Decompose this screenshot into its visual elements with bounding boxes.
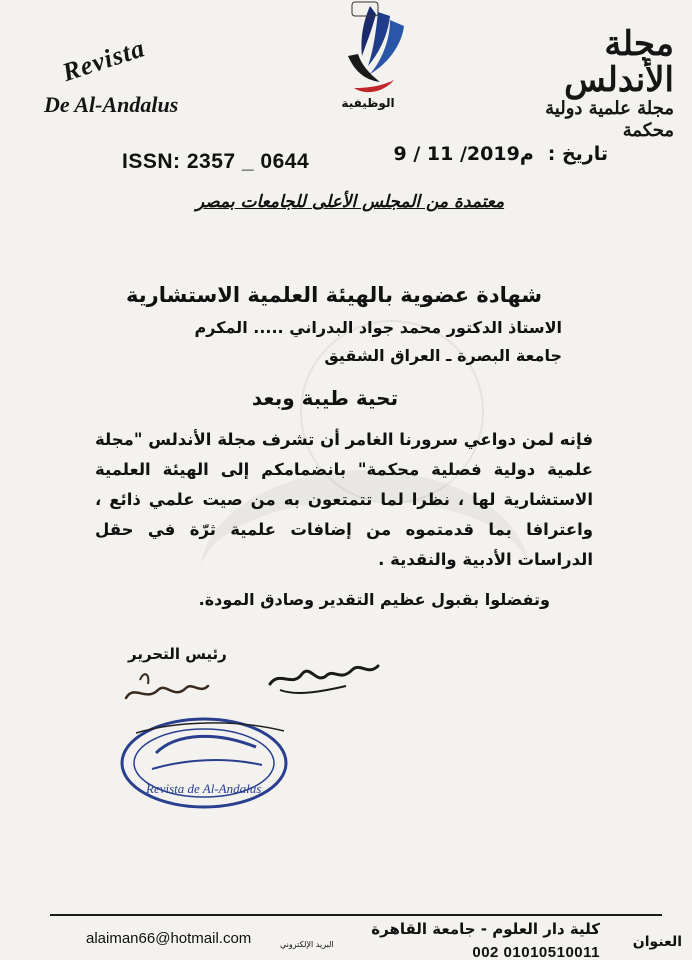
closing-line: وتفضلوا بقبول عظيم التقدير وصادق المودة.: [198, 590, 550, 609]
footer-address-label: العنوان: [632, 934, 682, 950]
date-line: [394, 143, 608, 165]
center-logo-caption: الوظيفية: [341, 96, 395, 110]
recipient-affiliation: جامعة البصرة ـ العراق الشقيق: [324, 346, 562, 365]
footer-email: alaiman66@hotmail.com: [86, 930, 252, 947]
feather-icon: [318, 0, 418, 96]
svg-text:Revista de Al-Andalus: Revista de Al-Andalus: [146, 781, 262, 796]
latin-logo-line1: Revista: [58, 33, 149, 88]
accreditation-line: معتمدة من المجلس الأعلى للجامعات بمصر: [195, 192, 505, 212]
latin-logo-line2: De Al-Andalus: [44, 92, 179, 117]
arabic-logo-line2: مجلة علمية دولية محكمة: [545, 98, 674, 141]
footer-email-label: البريد الإلكتروني: [280, 940, 334, 949]
official-stamp: [116, 713, 296, 813]
footer-address: كلية دار العلوم - جامعة القاهرة: [371, 920, 600, 938]
latin-logo: [28, 33, 218, 128]
greeting: تحية طيبة وبعد: [251, 386, 399, 410]
certificate-title: شهادة عضوية بالهيئة العلمية الاستشارية: [126, 283, 542, 307]
issn-number: ISSN: 2357 _ 0644: [122, 150, 310, 173]
letter-body: فإنه لمن دواعي سرورنا الغامر أن تشرف مجلة الأندلس "مجلة علمية دولية فصلية محكمة" بانضمامكم إلى الهيئة العلمية الاستشارية لها ، نظرا لما تتمتعون به من صيت علمي ذائع ، واعترافا بما قدمتموه من إضافات علمية ثرّة في حقل الدراسات الأدبية والنقدية .: [95, 430, 593, 569]
date-label: تاريخ :: [547, 143, 608, 165]
feather-logo: [318, 0, 418, 118]
footer-phone: 002 01010510011: [472, 944, 600, 960]
arabic-logo-line1: مجلة الأندلس: [564, 24, 674, 100]
arabic-logo: [504, 26, 674, 142]
recipient-name: الاستاذ الدكتور محمد جواد البدراني ..... المكرم: [194, 318, 562, 337]
editor-title: رئيس التحرير: [128, 645, 227, 663]
footer-divider: [50, 914, 662, 916]
date-value: 9 / 11 /2019م: [393, 143, 534, 165]
